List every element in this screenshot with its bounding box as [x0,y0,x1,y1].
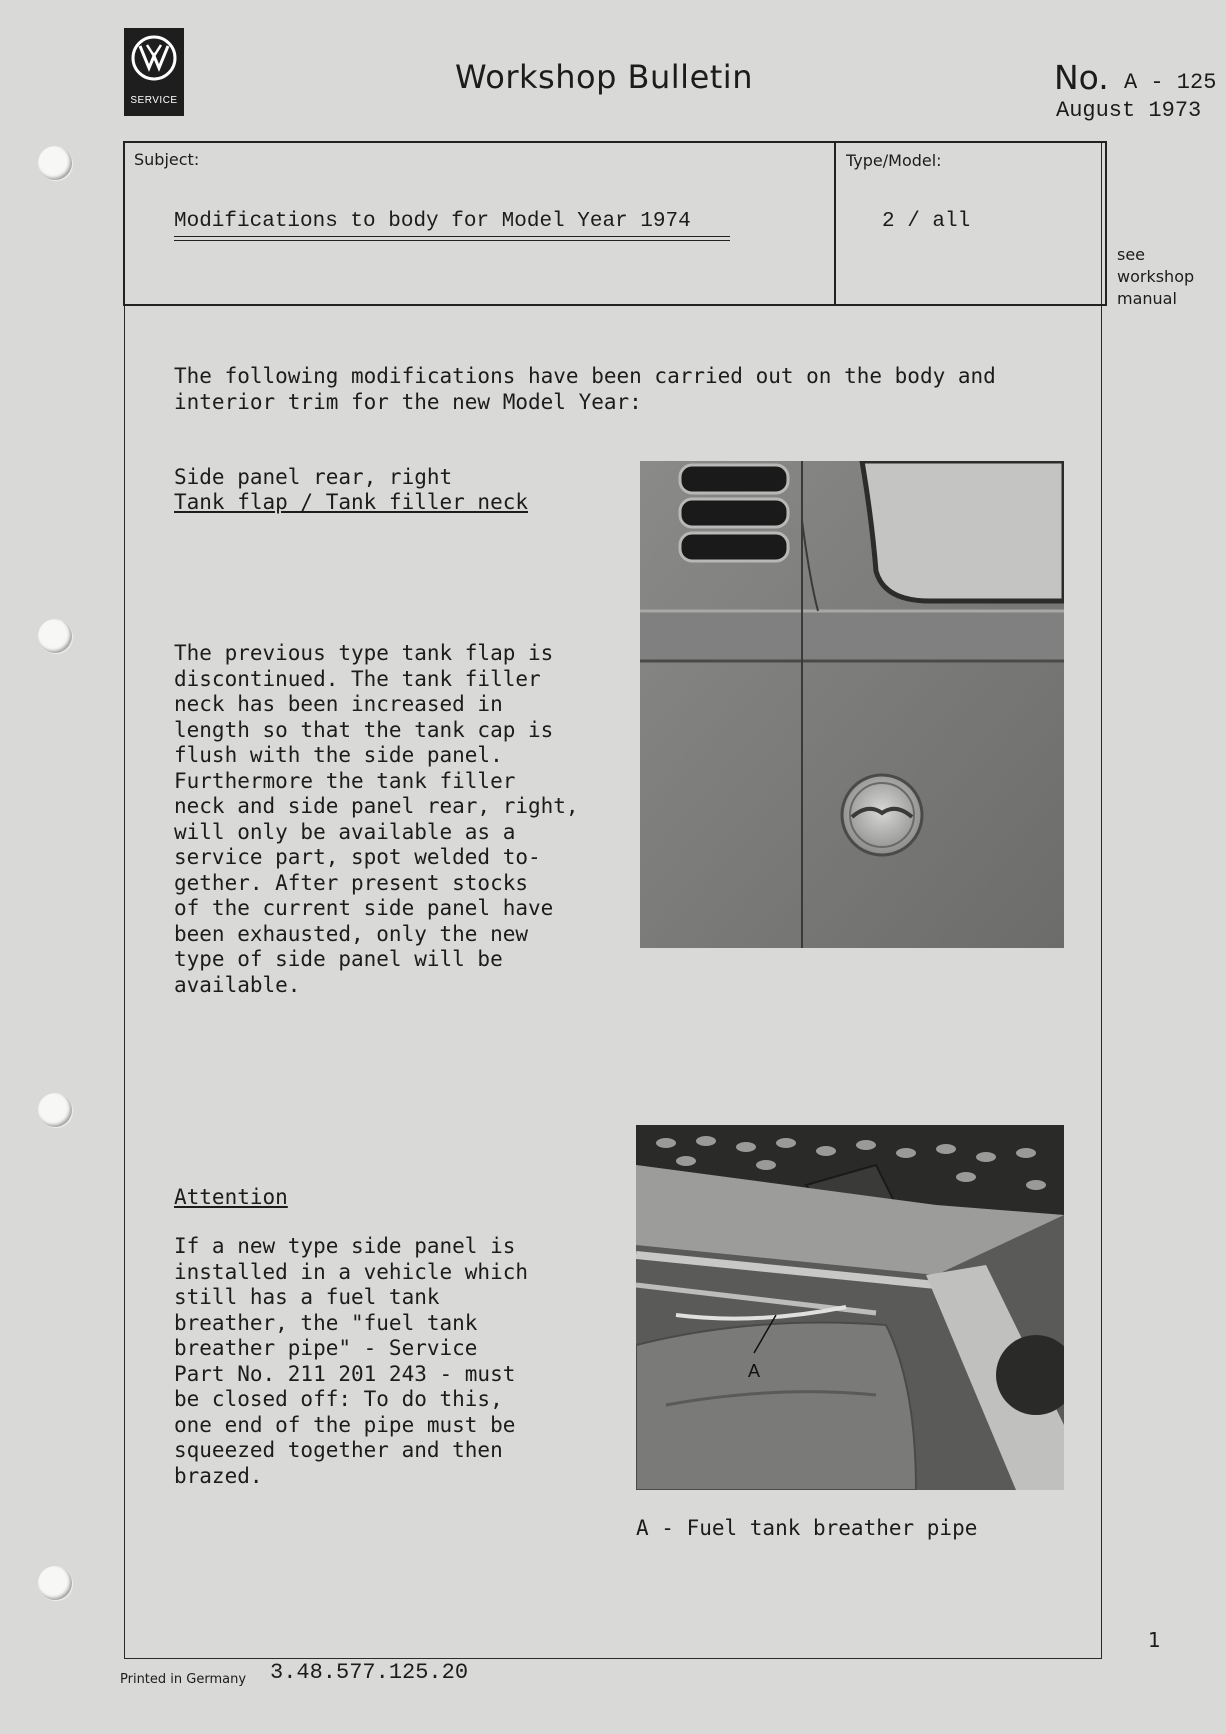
punch-hole [38,146,72,180]
punch-hole [38,1566,72,1600]
page-number: 1 [1148,1628,1161,1652]
vw-logo-icon [130,34,178,82]
vw-service-logo [124,28,184,116]
bulletin-date: August 1973 [1056,98,1202,123]
photo-caption: A - Fuel tank breather pipe [636,1516,978,1540]
page-title: Workshop Bulletin [455,58,753,96]
breather-pipe-photo [636,1125,1064,1490]
punch-hole [38,619,72,653]
section-paragraph: The previous type tank flap is discontinued. The tank filler neck has been increased in length so that the tank cap is flush with the side panel. Furthermore the tank filler neck and side panel rear, right, will only be available as a service part, spot welded to- gether. After present stocks of the current side panel have been exhausted, only the new type of side panel will be available. [174,641,579,997]
type-model-label: Type/Model: [846,151,942,170]
section-heading: Side panel rear, right [174,465,453,489]
type-model-value: 2 / all [882,210,971,233]
subject-text: Modifications to body for Model Year 1974 [174,210,691,233]
subject-double-underline [174,236,730,241]
attention-paragraph: If a new type side panel is installed in a vehicle which still has a fuel tank breather, the "fuel tank breather pipe" - Service Part No. 211 201 243 - must be closed off: To do this, one end of the pipe must be squeezed together and then brazed. [174,1234,529,1488]
printed-in-label: Printed in Germany [120,1672,247,1687]
info-box-divider [834,141,836,306]
side-panel-photo [640,461,1064,948]
print-code: 3.48.577.125.20 [270,1660,469,1685]
photo-label-a: A [748,1361,761,1381]
subject-label: Subject: [134,150,200,169]
punch-hole [38,1093,72,1127]
bulletin-number: A - 125 [1124,70,1217,95]
service-label: SERVICE [130,95,178,106]
margin-note: see workshop manual [1117,245,1195,308]
intro-paragraph: The following modifications have been carried out on the body and interior trim for the new Model Year: [174,364,996,414]
section-subheading: Tank flap / Tank filler neck [174,490,529,514]
bulletin-number-label: No. [1054,58,1109,97]
attention-heading: Attention [174,1185,288,1209]
